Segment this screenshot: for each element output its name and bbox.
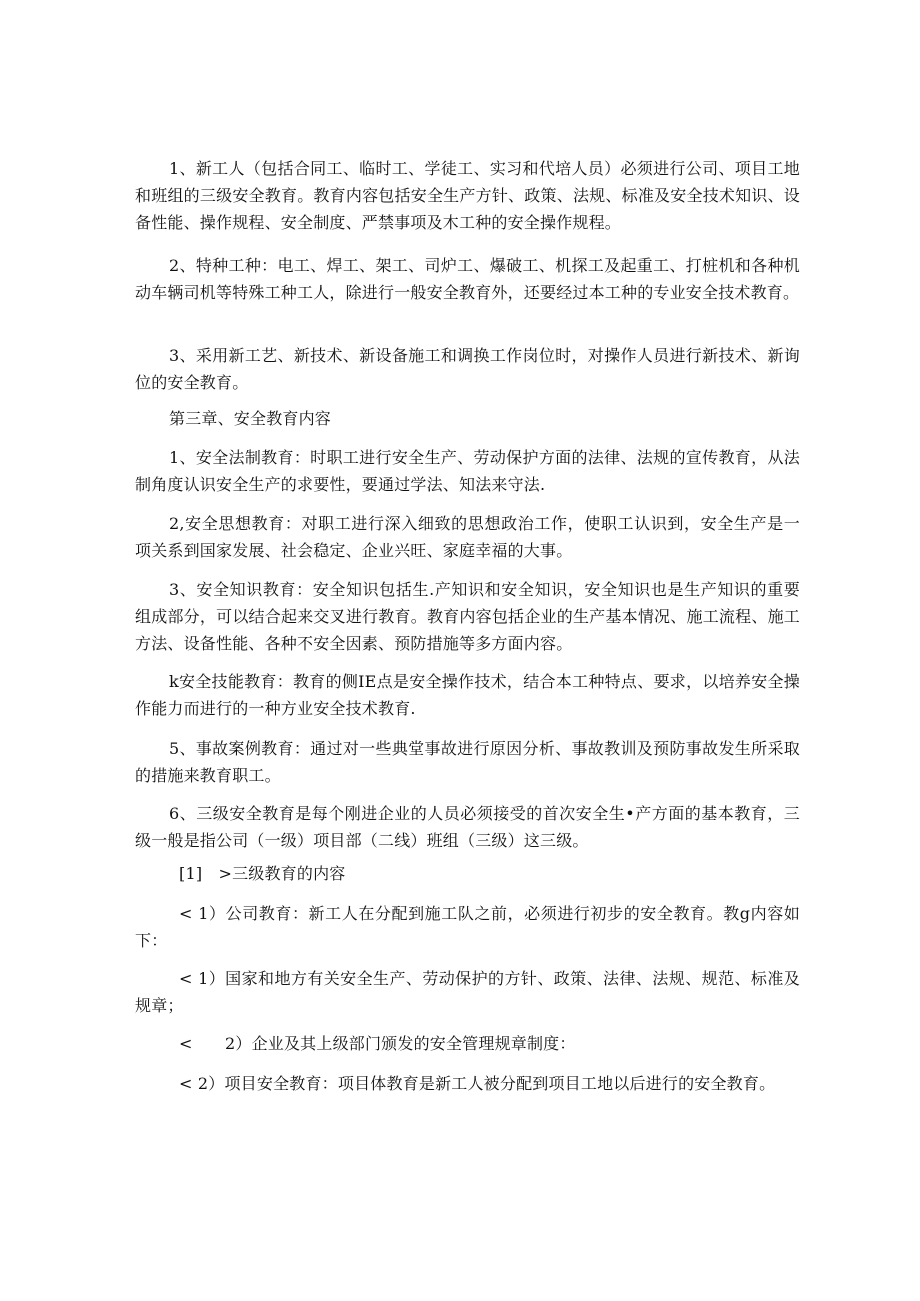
paragraph-special-trades: 2、特种工种：电工、焊工、架工、司炉工、爆破工、机探工及起重工、打桩机和各种机动车辆司机等特殊工种工人，除进行一般安全教育外，还要经过本工种的专业安全技术教育。 xyxy=(135,256,800,302)
chapter-heading: 第三章、安全教育内容 xyxy=(169,409,332,428)
item-national-policies: < 1）国家和地方有关安全生产、劳动保护的方针、政策、法律、法规、规范、标准及规章； xyxy=(135,969,800,1015)
subheading-three-level-content: [1] >三级教育的内容 xyxy=(179,864,346,883)
paragraph-new-technology: 3、采用新工艺、新技术、新设备施工和调换工作岗位时，对操作人员进行新技术、新询位的安全教育。 xyxy=(135,346,800,392)
paragraph-ideology-education: 2,安全思想教育：对职工进行深入细致的思想政治工作，使职工认识到，安全生产是一项关系到国家发展、社会稳定、企业兴旺、家庭幸福的大事。 xyxy=(135,514,800,560)
item-enterprise-rules: < 2）企业及其上级部门颁发的安全管理规章制度： xyxy=(179,1034,576,1053)
item-company-education: < 1）公司教育：新工人在分配到施工队之前，必须进行初步的安全教育。教g内容如下： xyxy=(135,904,800,950)
paragraph-three-level-education: 6、三级安全教育是每个刚进企业的人员必须接受的首次安全生•产方面的基本教育，三级一般是指公司（一级）项目部（二线）班组（三级）这三级。 xyxy=(135,804,800,850)
paragraph-legal-education: 1、安全法制教育：时职工进行安全生产、劳动保护方面的法律、法规的宣传教育，从法制角度认识安全生产的求要性，要通过学法、知法来守法. xyxy=(135,448,800,494)
item-project-education: < 2）项目安全教育：项目体教育是新工人被分配到项目工地以后进行的安全教育。 xyxy=(179,1074,776,1093)
paragraph-case-education: 5、事故案例教育：通过对一些典堂事故进行原因分析、事故教训及预防事故发生所采取的措施来教育职工。 xyxy=(135,739,800,785)
paragraph-new-workers: 1、新工人（包括合同工、临时工、学徒工、实习和代培人员）必须进行公司、项目工地和班组的三级安全教育。教育内容包括安全生产方针、政策、法规、标准及安全技术知识、设备性能、操作规程、安全制度、严禁事项及木工种的安全操作规程。 xyxy=(135,159,800,232)
paragraph-knowledge-education: 3、安全知识教育：安全知识包括生.产知识和安全知识，安全知识也是生产知识的重要组成部分，可以结合起来交叉进行教育。教育内容包括企业的生产基本情况、施工流程、施工方法、设备性能、各种不安全因素、预防措施等多方面内容。 xyxy=(135,580,800,653)
paragraph-skill-education: k安全技能教育：教育的侧IE点是安全操作技术，结合本工种特点、要求，以培养安全操作能力而进行的一种方业安全技术教育. xyxy=(135,672,800,718)
